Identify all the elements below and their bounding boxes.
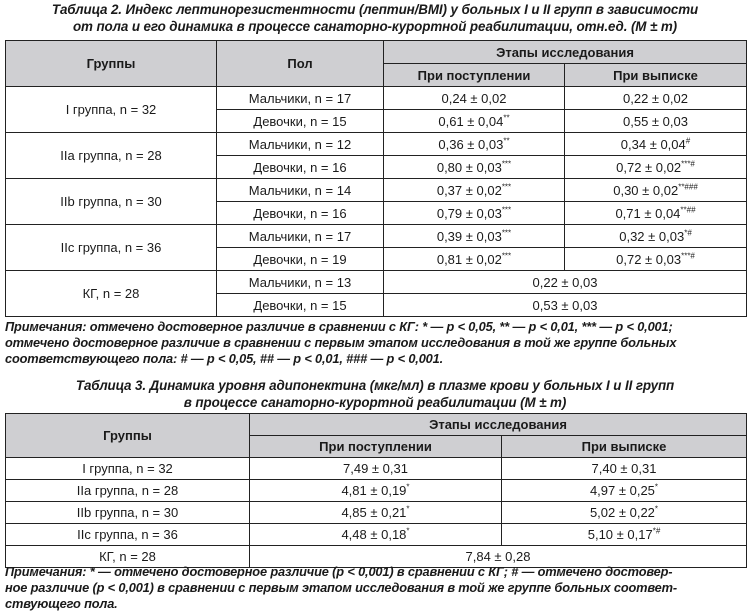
sex-cell: Мальчики, n = 12 bbox=[217, 133, 384, 156]
table3-note-line3: ствующего пола. bbox=[5, 596, 118, 612]
table-row bbox=[6, 179, 747, 202]
header-stages: Этапы исследования bbox=[384, 41, 747, 64]
sex-cell: Девочки, n = 15 bbox=[217, 294, 384, 317]
table3-caption-line2: в процессе санаторно-курортной реабилитации (M ± m) bbox=[183, 395, 567, 410]
table-row bbox=[6, 502, 747, 524]
merged-value-cell: 7,84 ± 0,28 bbox=[250, 546, 747, 568]
admission-cell: 0,81 ± 0,02*** bbox=[384, 248, 565, 271]
group-cell: КГ, n = 28 bbox=[6, 546, 250, 568]
group-cell: КГ, n = 28 bbox=[6, 271, 217, 317]
table-row bbox=[6, 133, 747, 156]
table3-note-line1: Примечания: * — отмечено достоверное различие (p < 0,001) в сравнении с КГ; # — отмечено достовер- bbox=[5, 564, 673, 579]
header-groups: Группы bbox=[6, 414, 250, 458]
header-discharge: При выписке bbox=[565, 64, 747, 87]
discharge-cell: 5,02 ± 0,22* bbox=[502, 502, 747, 524]
discharge-cell: 0,30 ± 0,02**### bbox=[565, 179, 747, 202]
header-discharge: При выписке bbox=[502, 436, 747, 458]
table2-caption bbox=[0, 1, 750, 35]
discharge-cell: 4,97 ± 0,25* bbox=[502, 480, 747, 502]
table-row bbox=[6, 458, 747, 480]
sex-cell: Девочки, n = 16 bbox=[217, 156, 384, 179]
table3-note-line2: ное различие (p < 0,001) в сравнении с первым этапом исследования в той же группе больных соответ- bbox=[5, 580, 677, 596]
table2 bbox=[5, 40, 747, 317]
table-row bbox=[6, 480, 747, 502]
sex-cell: Девочки, n = 15 bbox=[217, 110, 384, 133]
header-sex: Пол bbox=[217, 41, 384, 87]
header-groups: Группы bbox=[6, 41, 217, 87]
discharge-cell: 0,55 ± 0,03 bbox=[565, 110, 747, 133]
header-admission: При поступлении bbox=[250, 436, 502, 458]
admission-cell: 0,79 ± 0,03*** bbox=[384, 202, 565, 225]
header-admission: При поступлении bbox=[384, 64, 565, 87]
sex-cell: Мальчики, n = 17 bbox=[217, 87, 384, 110]
merged-value-cell: 0,53 ± 0,03 bbox=[384, 294, 747, 317]
group-cell: I группа, n = 32 bbox=[6, 458, 250, 480]
group-cell: IIb группа, n = 30 bbox=[6, 502, 250, 524]
admission-cell: 0,37 ± 0,02*** bbox=[384, 179, 565, 202]
table-row bbox=[6, 524, 747, 546]
sex-cell: Девочки, n = 19 bbox=[217, 248, 384, 271]
sex-cell: Мальчики, n = 14 bbox=[217, 179, 384, 202]
group-cell: IIb группа, n = 30 bbox=[6, 179, 217, 225]
admission-cell: 4,48 ± 0,18* bbox=[250, 524, 502, 546]
admission-cell: 0,39 ± 0,03*** bbox=[384, 225, 565, 248]
discharge-cell: 0,22 ± 0,02 bbox=[565, 87, 747, 110]
group-cell: I группа, n = 32 bbox=[6, 87, 217, 133]
admission-cell: 7,49 ± 0,31 bbox=[250, 458, 502, 480]
table2-caption-line1: Таблица 2. Индекс лептинорезистентности (лептин/BMI) у больных I и II групп в зависимости bbox=[51, 2, 699, 17]
table2-note-line1: Примечания: отмечено достоверное различие в сравнении с КГ: * — p < 0,05, ** — p < 0,01, *** — p < 0,001; bbox=[5, 319, 673, 334]
table3-caption bbox=[0, 377, 750, 411]
sex-cell: Девочки, n = 16 bbox=[217, 202, 384, 225]
table-row bbox=[6, 87, 747, 110]
table3-notes bbox=[5, 564, 750, 613]
group-cell: IIa группа, n = 28 bbox=[6, 480, 250, 502]
header-stages: Этапы исследования bbox=[250, 414, 747, 436]
table2-caption-line2: от пола и его динамика в процессе санаторно-курортной реабилитации, отн.ед. (M ± m) bbox=[72, 19, 678, 34]
table-row bbox=[6, 271, 747, 294]
discharge-cell: 5,10 ± 0,17*# bbox=[502, 524, 747, 546]
discharge-cell: 0,34 ± 0,04# bbox=[565, 133, 747, 156]
merged-value-cell: 0,22 ± 0,03 bbox=[384, 271, 747, 294]
sex-cell: Мальчики, n = 17 bbox=[217, 225, 384, 248]
discharge-cell: 0,72 ± 0,02***# bbox=[565, 156, 747, 179]
admission-cell: 4,81 ± 0,19* bbox=[250, 480, 502, 502]
table-row bbox=[6, 225, 747, 248]
admission-cell: 0,24 ± 0,02 bbox=[384, 87, 565, 110]
table3-caption-line1: Таблица 3. Динамика уровня адипонектина (мкг/мл) в плазме крови у больных I и II групп bbox=[75, 378, 675, 393]
table2-note-line3: соответствующего пола: # — p < 0,05, ## — p < 0,01, ### — p < 0,001. bbox=[5, 351, 444, 367]
sex-cell: Мальчики, n = 13 bbox=[217, 271, 384, 294]
table2-note-line2: отмечено достоверное различие в сравнении с первым этапом исследования в той же группе больных bbox=[5, 335, 677, 351]
discharge-cell: 0,71 ± 0,04**## bbox=[565, 202, 747, 225]
table3 bbox=[5, 413, 747, 568]
group-cell: IIc группа, n = 36 bbox=[6, 524, 250, 546]
discharge-cell: 0,72 ± 0,03***# bbox=[565, 248, 747, 271]
admission-cell: 4,85 ± 0,21* bbox=[250, 502, 502, 524]
admission-cell: 0,36 ± 0,03** bbox=[384, 133, 565, 156]
discharge-cell: 0,32 ± 0,03*# bbox=[565, 225, 747, 248]
discharge-cell: 7,40 ± 0,31 bbox=[502, 458, 747, 480]
admission-cell: 0,61 ± 0,04** bbox=[384, 110, 565, 133]
table2-notes bbox=[5, 319, 750, 368]
group-cell: IIa группа, n = 28 bbox=[6, 133, 217, 179]
admission-cell: 0,80 ± 0,03*** bbox=[384, 156, 565, 179]
group-cell: IIc группа, n = 36 bbox=[6, 225, 217, 271]
